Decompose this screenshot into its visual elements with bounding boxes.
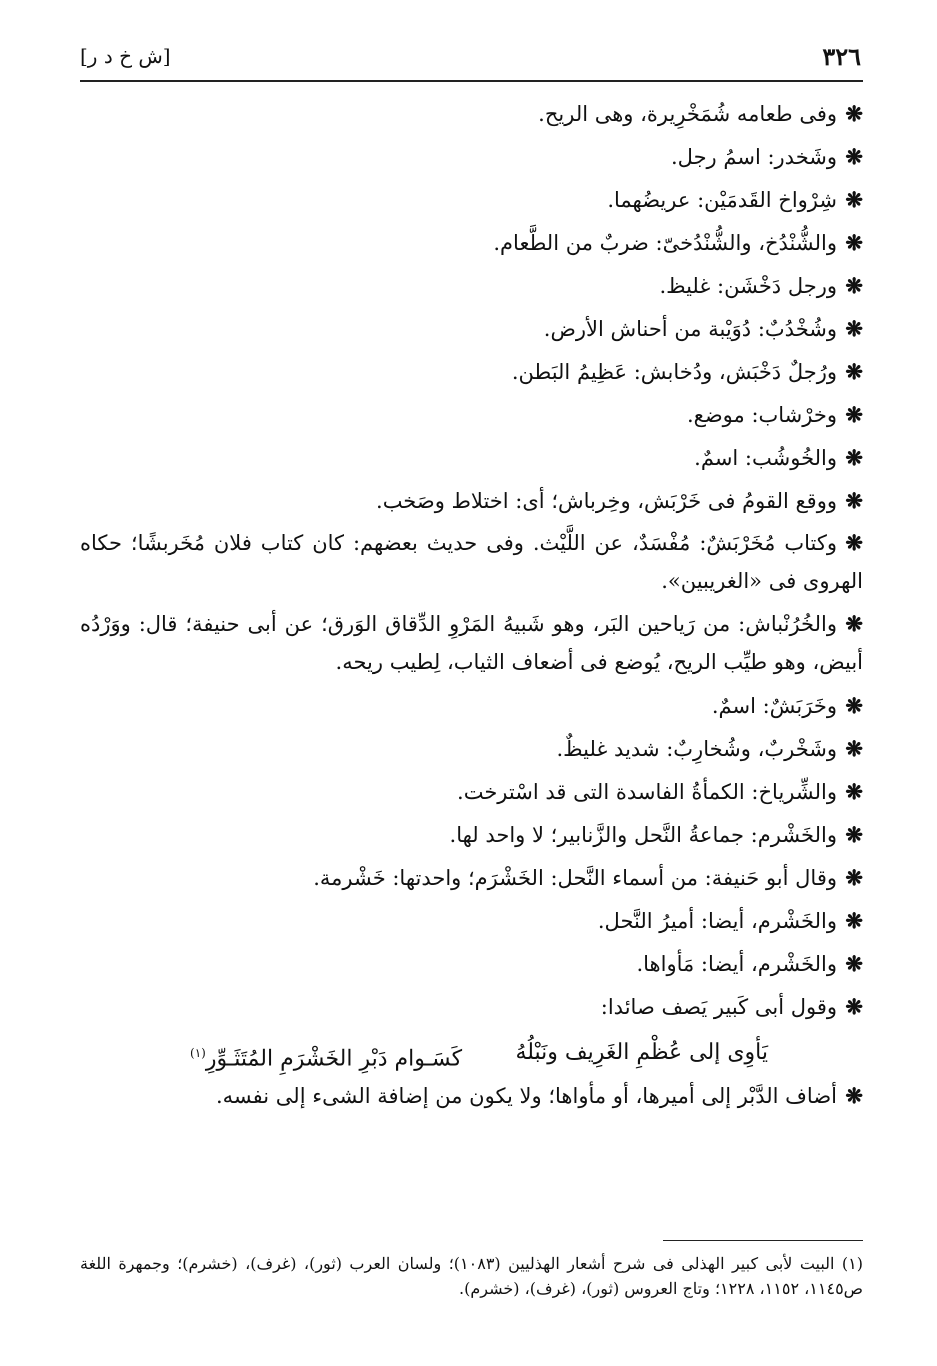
entry-19 xyxy=(80,944,863,987)
header-divider xyxy=(80,80,863,82)
verse-hemistich-text: كَسَـوام دَبْرِ الخَشْرَمِ المُتَثَـوِّرِ xyxy=(205,1046,463,1072)
entry-star-icon: ❋ xyxy=(845,822,863,847)
entry-text: وشُخْدُبٌ: دُوَيْبة من أحناش الأرض. xyxy=(543,317,837,341)
entry-11 xyxy=(80,524,863,600)
entry-text: أضاف الدَّبْر إلى أميرها، أو مأواها؛ ولا يكون من إضافة الشىء إلى نفسه. xyxy=(215,1084,837,1108)
entry-star-icon: ❋ xyxy=(845,611,863,636)
entry-14 xyxy=(80,729,863,772)
entry-7 xyxy=(80,352,863,395)
entry-star-icon: ❋ xyxy=(845,693,863,718)
entry-star-icon: ❋ xyxy=(845,187,863,212)
entry-text: والشُّنْدُخ، والشُّنْدُخىّ: ضربٌ من الطَّعام. xyxy=(493,231,837,255)
entry-12 xyxy=(80,605,863,681)
entry-6 xyxy=(80,309,863,352)
entry-text: وخرْشاب: موضع. xyxy=(686,403,837,427)
section-root-label: [ش خ د ر] xyxy=(80,44,171,68)
entry-1 xyxy=(80,94,863,137)
page-number: ٣٢٦ xyxy=(822,42,861,71)
entry-15 xyxy=(80,772,863,815)
entry-star-icon: ❋ xyxy=(845,144,863,169)
entry-text: وقال أبو حَنيفة: من أسماء النَّحل: الخَشْرَم؛ واحدتها: خَشْرمة. xyxy=(313,866,837,890)
entry-4 xyxy=(80,223,863,266)
entry-star-icon: ❋ xyxy=(845,908,863,933)
entry-star-icon: ❋ xyxy=(845,488,863,513)
page-header xyxy=(80,38,861,78)
entry-closing xyxy=(80,1076,863,1119)
verse-hemistich-second xyxy=(190,1030,462,1082)
entry-text: وخَرَبَشٌ: اسمٌ. xyxy=(711,694,837,718)
footnote: (١) البيت لأبى كبير الهذلى فى شرح أشعار الهذليين (١٠٨٣)؛ ولسان العرب (ثور)، (غرف)، (خشرم)؛ وجمهرة اللغة ص١١٤٥، ١١٥٢، ١٢٢٨؛ وتاج العروس (ثور)، (غرف)، (خشرم). xyxy=(80,1254,864,1298)
entry-text: ورجل دَخْشَن: غليظ. xyxy=(659,274,837,298)
entry-17 xyxy=(80,858,863,901)
entry-star-icon: ❋ xyxy=(845,865,863,890)
entry-text: ورُجلٌ دَخْبَش، ودُخابش: عَظِيمُ البَطن. xyxy=(511,360,837,384)
entry-star-icon: ❋ xyxy=(845,316,863,341)
entry-star-icon: ❋ xyxy=(845,951,863,976)
entry-text: والخَشْرم، أيضا: مَأواها. xyxy=(636,952,837,976)
entry-18 xyxy=(80,901,863,944)
entry-star-icon: ❋ xyxy=(845,230,863,255)
entries-body xyxy=(80,94,863,1119)
entry-20 xyxy=(80,987,863,1030)
entry-10 xyxy=(80,481,863,524)
entry-13 xyxy=(80,686,863,729)
entry-star-icon: ❋ xyxy=(845,402,863,427)
entry-text: وقول أبى كَبير يَصف صائدا: xyxy=(600,995,837,1019)
entry-5 xyxy=(80,266,863,309)
entry-text: وكتاب مُخَرْبَشٌ: مُفْسَدٌ، عن اللَّيْث. وفى حديث بعضهم: كان كتاب فلان مُخَربشًا؛ حكاه الهروى فى «الغريبين». xyxy=(80,531,863,593)
entry-text: والخُوشُب: اسمٌ. xyxy=(694,446,837,470)
entry-star-icon: ❋ xyxy=(845,359,863,384)
entry-8 xyxy=(80,395,863,438)
entry-2 xyxy=(80,137,863,180)
entry-text: والشِّرياخ: الكمأةُ الفاسدة التى قد اسْترخت. xyxy=(457,780,837,804)
footnote-mark: (١) xyxy=(190,1046,206,1060)
entry-star-icon: ❋ xyxy=(845,994,863,1019)
entry-text: والخَشْرم، أيضا: أميرُ النَّحل. xyxy=(597,909,837,933)
entry-star-icon: ❋ xyxy=(845,530,863,555)
entry-text: ووقع القومُ فى خَرْبَش، وخِرباش؛ أى: اختلاط وصَخب. xyxy=(376,489,837,513)
entry-3 xyxy=(80,180,863,223)
entry-star-icon: ❋ xyxy=(845,736,863,761)
entry-text: والخَشْرم: جماعةُ النَّحل والزَّنابير؛ لا واحد لها. xyxy=(449,823,837,847)
entry-star-icon: ❋ xyxy=(845,101,863,126)
entry-text: وفى طعامه شُمَخْرِيرة، وهى الريح. xyxy=(538,102,837,126)
entry-text: والخُرُنْباش: من رَياحين البَر، وهو شَبيهُ المَرْوِ الدِّقاق الوَرق؛ عن أبى حنيفة؛ قال: ووَرْدُه أبيض، وهو طيِّب الريح، يُوضع فى أضعاف الثياب، لِطيب ريحه. xyxy=(80,612,863,674)
entry-9 xyxy=(80,438,863,481)
entry-star-icon: ❋ xyxy=(845,445,863,470)
entry-star-icon: ❋ xyxy=(845,1083,863,1108)
entry-16 xyxy=(80,815,863,858)
footnote-divider xyxy=(663,1240,863,1241)
poetry-verse xyxy=(80,1030,863,1076)
entry-text: وشَخدر: اسمُ رجل. xyxy=(671,145,837,169)
entry-text: شِرْواخ القَدمَيْن: عريضُهما. xyxy=(607,188,837,212)
verse-hemistich-first: يَأوِى إلى عُظْمِ الغَرِيف ونَبْلُهُ xyxy=(515,1040,768,1065)
entry-star-icon: ❋ xyxy=(845,779,863,804)
entry-text: وشَخْربٌ، وشُخارِبٌ: شديد غليظٌ. xyxy=(556,737,837,761)
entry-star-icon: ❋ xyxy=(845,273,863,298)
